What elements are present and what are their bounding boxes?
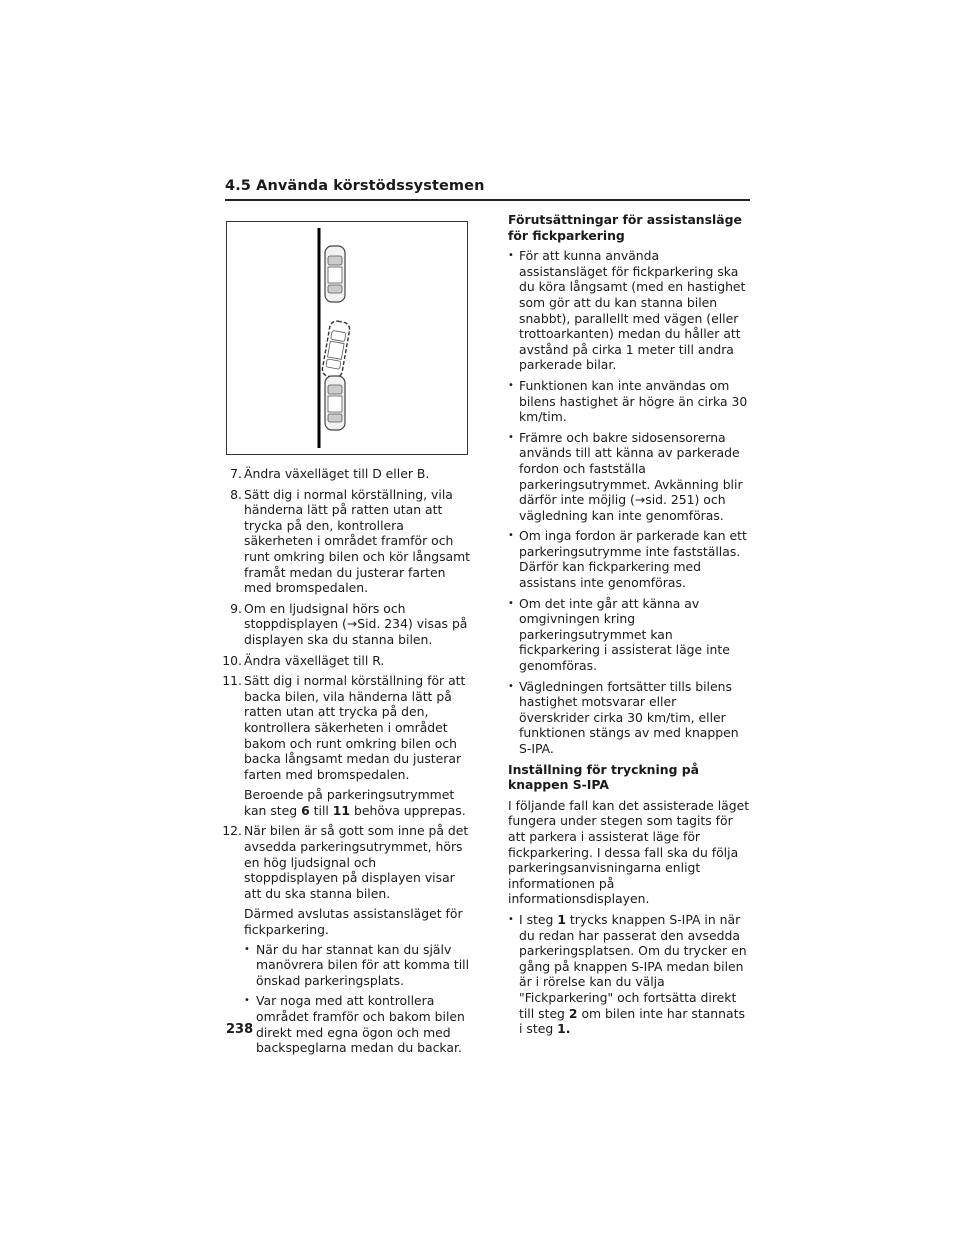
list-item: • Funktionen kan inte användas om bilens hastighet är högre än cirka 30 km/tim. <box>508 378 750 425</box>
parked-car-front <box>325 246 345 302</box>
step-10 <box>222 652 474 669</box>
step-11 <box>222 673 474 818</box>
step-number: 11. <box>222 673 242 689</box>
left-column <box>222 466 474 1061</box>
page-number: 238 <box>226 1022 254 1037</box>
section-header: 4.5 Använda körstödssystemen <box>225 178 485 194</box>
step-text: Ändra växelläget till R. <box>244 652 385 668</box>
step-7 <box>226 466 474 482</box>
step-12-note: Därmed avslutas assistansläget för fickparkering. <box>244 906 463 938</box>
section-heading: Inställning för tryckning på knappen S-IPA <box>508 761 699 793</box>
list-item: • Om det inte går att känna av omgivningen kring parkeringsutrymmet kan fickparkering i assisterat läge inte genomföras. <box>508 596 750 674</box>
step-12-bullets <box>244 942 474 1056</box>
section-paragraph: I följande fall kan det assisterade läget fungera under stegen som tagits för att parkera i assisterat läge för fickparkering. I dessa fall ska du följa parkeringsanvisningarna enligt informationen på informationsdisplayen. <box>508 797 750 907</box>
parallel-parking-illustration <box>226 221 468 455</box>
list-item: • Vägledningen fortsätter tills bilens hastighet motsvarar eller överskrider cirka 30 km/tim, eller funktionen stängs av med knappen S-IPA. <box>508 679 750 757</box>
step-number: 9. <box>230 600 242 616</box>
step-text: Om en ljudsignal hörs och stoppdisplayen (→Sid. 234) visas på displayen ska du stanna bilen. <box>244 600 468 647</box>
step-text: Sätt dig i normal körställning, vila händerna lätt på ratten utan att trycka på den, kontrollera säkerheten i området framför och runt omkring bilen och kör långsamt framåt medan du justerar farten med bromspedalen. <box>244 486 471 596</box>
parallel-parking-diagram <box>227 222 467 454</box>
step-8 <box>226 487 474 596</box>
list-item: • För att kunna använda assistansläget för fickparkering ska du köra långsamt (med en hastighet som gör att du kan stanna bilen snabbt), parallellt med vägen (eller trottoarkanten) medan du håller att avstånd på cirka 1 meter till andra parkerade bilar. <box>508 248 750 373</box>
parked-car-rear <box>325 376 345 430</box>
step-text: När bilen är så gott som inne på det avsedda parkeringsutrymmet, hörs en hög ljudsignal och stoppdisplayen på displayen visar att du ska stanna bilen. <box>244 823 469 901</box>
step-text: Sätt dig i normal körställning för att backa bilen, vila händerna lätt på ratten utan att trycka på den, kontrollera säkerheten i området bakom och runt omkring bilen och backa långsamt medan du justerar farten med bromspedalen. <box>244 673 466 782</box>
list-item: • När du har stannat kan du själv manövrera bilen för att komma till önskad parkeringsplats. <box>244 942 474 989</box>
maneuvering-car <box>321 320 350 379</box>
step-number: 10. <box>222 652 242 668</box>
step-12 <box>222 823 474 1056</box>
list-item: • Var noga med att kontrollera området framför och bakom bilen direkt med egna ögon och med backspeglarna medan du backar. <box>244 993 474 1055</box>
step-text: Ändra växelläget till D eller B. <box>244 466 430 481</box>
header-divider <box>225 199 750 201</box>
list-item: • Främre och bakre sidosensorerna används till att känna av parkerade fordon och fastställa parkeringsutrymmet. Avkänning blir därför inte möjlig (→sid. 251) och vägledning kan inte genomföras. <box>508 430 750 524</box>
step-9 <box>226 601 474 648</box>
step-number: 7. <box>230 466 242 481</box>
step-number: 8. <box>230 486 242 502</box>
right-column <box>508 212 750 1042</box>
section-heading: Förutsättningar för assistansläge för fickparkering <box>508 212 742 243</box>
step-11-note: Beroende på parkeringsutrymmet kan steg 6 till 11 behöva upprepas. <box>244 787 466 818</box>
list-item: • Om inga fordon är parkerade kan ett parkeringsutrymme inte fastställas. Därför kan fickparkering med assistans inte genomföras. <box>508 528 750 590</box>
step-number: 12. <box>222 823 242 839</box>
list-item: • I steg 1 trycks knappen S-IPA in när du redan har passerat den avsedda parkeringsplatsen. Om du trycker en gång på knappen S-IPA medan bilen är i rörelse kan du välja "Fickparkering" och fortsätta direkt till steg 2 om bilen inte har stannats i steg 1. <box>508 912 750 1037</box>
